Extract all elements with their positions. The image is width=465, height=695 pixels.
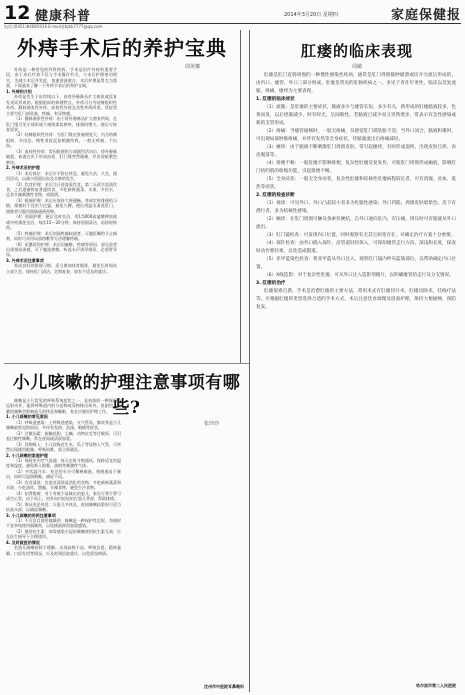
paragraph: （4）拍背排痰：对于有痰不易咳出的患儿，家长可将手掌弓成空心状，由下而上、由外向内轻轻拍打患儿背部，帮助排痰。 [6, 490, 121, 502]
paragraph: （4）探针检查：由外口插入探针，沿管道轻轻探入，可探知瘘管走行方向、深浅和长度，探查时动作要轻柔，以免造成假道。 [256, 241, 456, 254]
article1-col2 [125, 67, 236, 360]
paragraph: （2）过敏因素：接触花粉、尘螨、动物皮毛等过敏原，可引起过敏性咳嗽，常在夜间或清晨加重。 [6, 430, 121, 442]
article1-author: 周英娜 [184, 64, 200, 70]
paragraph: 养成良好的排便习惯，适当参加体育锻炼，避免长时间站立或久坐，保持肛门清洁，定期复查，如有不适及时就诊。 [6, 263, 117, 274]
article1-heading [4, 32, 240, 70]
issue-date: 2014年3月20日 星期四 [284, 12, 338, 18]
paragraph: （6）尿潴留的护理：术后因麻醉、疼痛等原因，部分患者出现排尿困难，可下腹部热敷、听流水声诱导排尿，必要时导尿。 [6, 241, 117, 258]
paragraph: （4）创面护理：便后及时坐浴，用1∶5000高锰酸钾溶液或中药熏洗坐浴，每次15～20分钟，保持创面清洁，再按时换药。 [6, 214, 117, 231]
paragraph: （2）结缔组织性外痔：为肛门缘皮肤皱褶变大，内含结缔组织，多由急、慢性炎症反复刺激所致，一般无疼痛，不出血。 [6, 132, 117, 149]
article1-title: 外痔手术后的养护宝典 [17, 36, 227, 60]
paragraph: （3）排便护理：术后应保持大便通畅，养成定时排便的习惯，排便时不宜用力过猛，避免久蹲。便后用温水清洗肛门，便秘者可服用润肠通便药物。 [6, 197, 117, 214]
paragraph: （1）不可盲目使用镇咳药：咳嗽是一种保护性反射，有痰时不宜单纯使用镇咳药，以免痰液滞留加重感染。 [6, 517, 121, 529]
paragraph: （5）亚甲蓝染色检查：将亚甲蓝从外口注入，观察肛门镜内纱布蓝染部位，以帮助确定内口位置。 [256, 257, 456, 270]
paragraph: （4）排便不畅：一般肛瘘不影响排便，复杂性肛瘘反复发作，可使肛门周围形成瘢痕，影响肛门括约肌的收缩功能，引起排便不畅。 [256, 161, 456, 174]
paragraph: （3）饮食清淡：宜进食清淡易消化的食物，多吃新鲜蔬菜和水果，少吃油炸、甜腻、辛辣食物，避免生冷食物。 [6, 479, 121, 491]
subheading: 2. 小儿咳嗽的家庭护理 [6, 452, 48, 458]
article1-col1 [6, 67, 117, 360]
page-header [4, 3, 461, 24]
paragraph: （5）疼痛护理：术后创面疼痛较剧者，可遵医嘱给予止痛剂，同时可采用局部热敷等方法缓解疼痛。 [6, 230, 117, 242]
paragraph: （5）全身症状：一般无全身症状，复杂性肛瘘和结核性肛瘘病程较长者，可有消瘦、贫血、低热等症状。 [256, 177, 456, 190]
paragraph: 咳嗽是小儿常见的呼吸系统症状之一，是机体的一种保护性反射动作，能将呼吸道内的分泌物或异物排出体外。但剧烈、频繁的咳嗽会影响患儿的休息和睡眠，家长应做好护理工作。 [6, 398, 121, 414]
article2-title: 肛瘘的临床表现 [300, 42, 413, 60]
subheading: 3. 小儿咳嗽的用药注意事项 [6, 512, 56, 518]
paragraph: （3）异物吸入：小儿误吸花生米、瓜子等异物入气管，可突然出现剧烈呛咳、呼吸困难，需立即就医。 [6, 441, 121, 453]
newspaper-name: 家庭保健报 [390, 8, 461, 23]
article3-author: 张玲玲 [203, 421, 219, 427]
subheading: 3. 外痔术后注意事项 [6, 257, 44, 263]
paragraph: （2）触诊：在肛门周围可触及条索状硬结，自外口通向肛内，有压痛，挤压时可有脓液从外口流出。 [256, 217, 456, 230]
paragraph: （2）多饮温开水：充足的水分可稀释痰液，使痰液易于咳出，同时可湿润咽喉，减轻不适。 [6, 468, 121, 480]
paragraph: 若患儿咳嗽持续不缓解，出现高热不退、呼吸急促、精神萎靡、口唇发绀等情况，应及时到医院就诊，以免延误病情。 [6, 545, 121, 556]
subheading: 2. 肛瘘的检查诊断 [256, 193, 295, 198]
article-divider [4, 363, 249, 364]
paragraph: （3）肛门镜检查：可发现内口位置，同时观察有无其它病变存在，对确定治疗方案十分重要。 [264, 233, 456, 238]
subheading: 1. 小儿咳嗽的常见原因 [6, 414, 48, 420]
paragraph: （1）静脉曲张性外痔：由于痔外静脉丛扩大曲张所致，在肛门缘可见半球形或不规则柔软肿块，排便时增大，便后可恢复原状。 [6, 116, 117, 132]
article2-author: 周敏 [351, 64, 362, 70]
contact-line: 电话:(0451)84685916 E-mail:jtbjbk7777@qq.com [4, 24, 103, 29]
paragraph: （2）饮食护理：术后当日进流质饮食，第二天改半流质饮食，之后逐渐恢复普通饮食，多吃新鲜蔬菜、水果，多饮水，忌食辛辣刺激性食物，戒烟酒。 [6, 181, 117, 198]
paragraph: 外痔是发生于齿状线以下，由痔外静脉丛扩大曲张或反复发炎而形成的。根据组织的病理特点，外痔可分为结缔组织性外痔、静脉曲张性外痔、血栓性外痔及炎性外痔四类，其症状主要为肛门部坠胀、疼痛、有异物感。 [6, 94, 117, 116]
page-number: 12 [4, 2, 31, 24]
article3-col2 [129, 398, 244, 682]
article3-title: 小儿咳嗽的护理注意事项有哪些? [12, 373, 241, 418]
article2-col1 [256, 72, 456, 678]
paragraph: （5）保证充足休息：让患儿多休息，夜间咳嗽较重时可适当抬高头部，以减轻咳嗽。 [6, 501, 121, 513]
paragraph: 肛瘘很难自愈，手术是治愈肛瘘的主要方法，常用术式有肛瘘切开术、肛瘘切除术、挂线疗法等，应根据肛瘘的类型选择合适的手术方式，术后注意饮食调理及创面护理，保持大便通畅，预防复发。 [256, 289, 456, 310]
paragraph: （2）疼痛：当瘘管通畅时，一般无疼痛，仅感觉肛门部坠胀不适；当外口闭合，脓液积聚时，可出现局部肿胀疼痛，并伴有发热等全身症状，待脓液流出后疼痛减轻。 [256, 129, 456, 142]
column-divider-left [240, 30, 241, 363]
paragraph: （1）呼吸道感染：上呼吸道感染、支气管炎、肺炎等是小儿咳嗽最常见的原因，多伴有发热、流涕、咽痛等症状。 [6, 419, 121, 431]
paragraph: 肛瘘是肛门直肠周围的一种慢性感染性疾病，通常是肛门周围脓肿破溃或切开引流后形成的，由内口、瘘管、外口三部分组成。肛瘘是常见的肛肠疾病之一，多见于青壮年男性，临床以反复流脓、疼痛、瘙痒为主要表现。 [256, 73, 456, 94]
section-name: 健康科普 [35, 9, 92, 24]
article3-credit: 沈州市中医院耳鼻喉科 [204, 684, 244, 689]
paragraph: （1）保持室内空气流通：每天定时开窗通风，保持适宜的温度和湿度，避免吸入烟雾、油烟等刺激性气体。 [6, 457, 121, 469]
paragraph: （1）流脓：是肛瘘的主要症状，脓液多少与瘘管长短、多少有关，新形成的肛瘘脓液较多，色黄而臭，以后逐渐减少，时有时无，呈间歇性。若脓液已减少而又突然增多，常表示有急性感染或新的支管形成。 [256, 105, 456, 126]
article2-heading [253, 40, 461, 70]
subheading: 1. 肛瘘的临床症状 [256, 97, 295, 102]
subheading: 3. 肛瘘的治疗 [256, 281, 286, 286]
article3-col1 [6, 398, 121, 691]
subheading: 1. 外痔的介绍 [6, 88, 32, 94]
paragraph: （6）X线造影：对于复杂性肛瘘，可从外口注入造影剂摄片，以明确瘘管的走行及分支情况。 [264, 273, 454, 278]
article2-credit: 哈尔滨市第二人民医院 [416, 683, 456, 688]
paragraph: 外痔是一种常见的外科疾病，手术是治疗外痔的重要手段，由于术后疗效不仅与手术操作有关，与术后护理密切相关，为减少术后并发症，加速创面愈合，术后护理显得尤为重要，下面就来了解一下外痔手术后的养护宝典。 [6, 67, 117, 89]
column-divider-right [249, 30, 250, 692]
paragraph: （3）血栓性外痔：常因排便用力或剧烈活动后，痔外静脉破裂，血液在皮下形成血栓，肛门缘突然剧痛，并出现暗紫色肿块。 [6, 148, 117, 165]
subheading: 2. 外痔术后的护理 [6, 165, 40, 171]
paragraph: （3）瘙痒：由于脓液不断刺激肛门周围皮肤，常引起瘙痒，有时形成湿疹，出现皮肤丘疹、表皮脱落等。 [256, 145, 456, 158]
paragraph: （1）术后体位：术后应平卧位休息，避免久站、久坐、剧烈活动，以减少创面出血及水肿的发生。 [6, 170, 117, 182]
subheading: 4. 及时就医的情况 [6, 539, 40, 545]
paragraph: （1）视诊：可见外口，外口凸起较小者多为化脓性感染；外口凹陷、周围皮肤暗紫色、皮下有潜行者，多为结核性感染。 [256, 201, 456, 214]
paragraph: （2）慎用抗生素：病毒感染引起的咳嗽使用抗生素无效，应在医生指导下合理使用。 [6, 528, 121, 540]
